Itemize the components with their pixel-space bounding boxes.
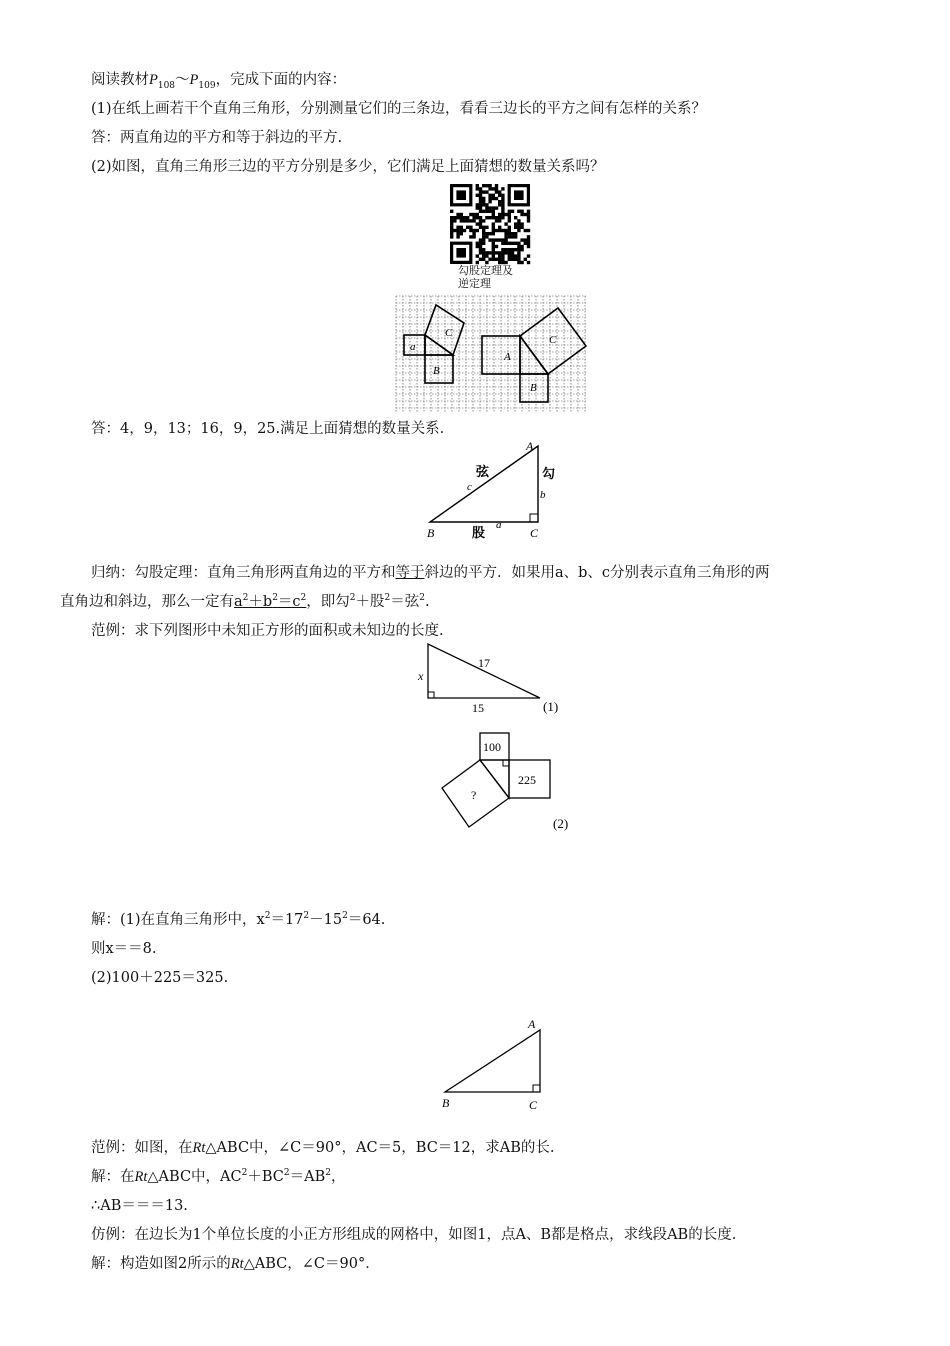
solution-line-2: 则x＝＝8. — [91, 941, 157, 957]
summary-text-1: 归纳：勾股定理：直角三角形两直角边的平方和 — [91, 565, 396, 581]
question-1: (1)在纸上画若干个直角三角形，分别测量它们的三条边，看看三边长的平方之间有怎样的关系？ — [91, 101, 707, 117]
answer-1: 答：两直角边的平方和等于斜边的平方. — [91, 130, 343, 146]
example-2: 范例：如图，在Rt△ABC中，∠C＝90°，AC＝5，BC＝12，求AB的长. — [91, 1140, 555, 1156]
fig1-x: x — [418, 669, 424, 683]
solution-2-line-1: 解：在Rt△ABC中，$AC^2+BC^2=AB^2$， — [91, 1168, 346, 1185]
solution-2-line-2: ∴AB＝＝＝13. — [91, 1198, 188, 1214]
intro-suffix: ，完成下面的内容： — [215, 72, 347, 88]
triangle-right — [520, 336, 548, 374]
qr-caption-2: 逆定理 — [458, 277, 491, 290]
fig1-label: (1) — [543, 699, 559, 714]
grid-label-c: C — [445, 327, 453, 339]
fig1-hyp: 17 — [478, 656, 490, 670]
summary-formula: $a^2+b^2=c^2$ — [234, 593, 307, 610]
grid-label-B: B — [530, 382, 537, 394]
tri1-a: a — [496, 519, 502, 531]
fig2-top: 100 — [483, 740, 501, 754]
fig2-label: (2) — [553, 816, 569, 831]
intro-line — [91, 70, 346, 90]
grid-label-a: a — [410, 341, 416, 353]
example-3: 仿例：在边长为1个单位长度的小正方形组成的网格中，如图1，点A、B都是格点，求线段AB的长度. — [91, 1227, 737, 1243]
tilde: ～ — [175, 72, 190, 88]
page-ref-start: P — [149, 72, 158, 88]
tri1-c: c — [467, 481, 472, 493]
tri1-C: C — [530, 526, 539, 540]
tri1-A: A — [526, 439, 534, 453]
fig2-unknown: ? — [471, 788, 477, 802]
tri2-C: C — [529, 1098, 538, 1112]
question-2: (2)如图，直角三角形三边的平方分别是多少，它们满足上面猜想的数量关系吗？ — [91, 159, 605, 175]
summary-underlined: 等于 — [395, 565, 425, 581]
tri1-gu: 股 — [472, 525, 486, 540]
solution-line-3: (2)100＋225＝325. — [91, 970, 229, 986]
example-intro: 范例：求下列图形中未知正方形的面积或未知边的长度. — [91, 623, 444, 639]
qr-caption-1: 勾股定理及 — [458, 264, 513, 277]
page-ref-start-num: 108 — [157, 80, 176, 91]
fig1-base: 15 — [472, 701, 484, 715]
tri2-A: A — [528, 1017, 536, 1031]
figure-2-squares — [440, 730, 590, 832]
page-ref-end: P — [189, 72, 199, 88]
tri1-gou: 勾 — [542, 466, 556, 481]
grid-label-b: B — [433, 365, 440, 377]
tri1-B: B — [427, 526, 435, 540]
answer-2: 答：4，9，13；16，9，25.满足上面猜想的数量关系. — [91, 421, 445, 437]
grid-label-C: C — [549, 334, 557, 346]
qr-code-icon — [450, 184, 530, 264]
figure-1-triangle — [414, 640, 574, 720]
fig2-right: 225 — [518, 773, 536, 787]
tri2-B: B — [442, 1096, 450, 1110]
page-ref-end-num: 109 — [198, 80, 216, 91]
summary-line-1 — [91, 563, 770, 583]
grid-label-A: A — [504, 351, 511, 363]
intro-prefix: 阅读教材 — [91, 72, 149, 88]
triangle-abc — [438, 1014, 558, 1114]
summary-text-1-end: 斜边的平方．如果用a、b、c分别表示直角三角形的两 — [424, 565, 770, 581]
tri1-b: b — [540, 489, 546, 501]
grid-figure — [396, 296, 586, 412]
tri1-xian: 弦 — [476, 464, 490, 479]
solution-3: 解：构造如图2所示的Rt△ABC，∠C＝90°． — [91, 1256, 380, 1272]
triangle-gougu — [420, 436, 560, 542]
summary-line-2: 直角边和斜边，那么一定有$a^2+b^2=c^2$，即勾$^2$＋股$^2$＝弦$^2$. — [60, 593, 430, 610]
summary-text-2: 直角边和斜边，那么一定有 — [60, 594, 234, 610]
solution-line-1: 解：(1)在直角三角形中，$x^2=17^2-15^2=64$. — [91, 911, 386, 928]
